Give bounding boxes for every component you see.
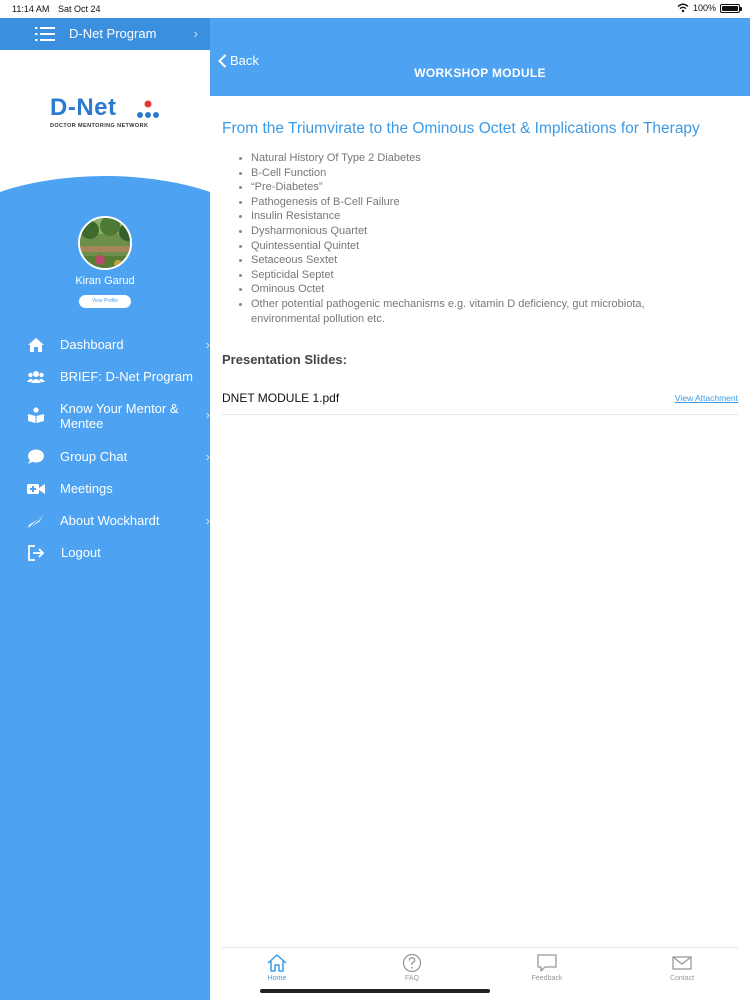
sidebar-item-label: Dashboard <box>60 337 124 352</box>
list-item: Pathogenesis of B-Cell Failure <box>251 195 691 210</box>
attachment-file-name: DNET MODULE 1.pdf <box>222 391 340 405</box>
list-item: B-Cell Function <box>251 166 691 181</box>
top-bar <box>210 18 750 96</box>
chevron-right-icon: › <box>193 26 198 41</box>
dnet-logo <box>50 96 170 134</box>
logo-dots-icon <box>136 100 160 120</box>
view-attachment-link[interactable]: View Attachment <box>674 393 738 403</box>
module-title: From the Triumvirate to the Ominous Octet & Implications for Therapy <box>222 120 700 137</box>
sidebar-item-meetings[interactable] <box>0 472 210 504</box>
list-item: Quintessential Quintet <box>251 239 691 254</box>
logo-tagline: DOCTOR MENTORING NETWORK <box>50 123 149 129</box>
sidebar-item-know-your-mentor[interactable] <box>0 392 210 440</box>
logout-icon <box>27 545 45 561</box>
tab-contact[interactable] <box>642 953 722 982</box>
sidebar-item-group-chat[interactable] <box>0 440 210 472</box>
page-title: WORKSHOP MODULE <box>414 66 546 80</box>
user-name: Kiran Garud <box>75 275 135 287</box>
sidebar-item-label: BRIEF: D-Net Program <box>60 369 193 384</box>
list-item: Ominous Octet <box>251 282 691 297</box>
logo-word: D-Net <box>50 94 117 121</box>
view-profile-button[interactable]: View Profile <box>79 295 131 308</box>
status-time: 11:14 AM <box>12 4 50 14</box>
sidebar-item-label: Know Your Mentor & Mentee <box>60 401 179 431</box>
tab-label: Home <box>267 975 287 982</box>
tab-home[interactable] <box>237 953 317 982</box>
status-right <box>677 3 740 13</box>
list-item: Dysharmonious Quartet <box>251 224 691 239</box>
status-date: Sat Oct 24 <box>58 4 101 14</box>
back-label: Back <box>230 53 259 68</box>
slides-heading: Presentation Slides: <box>222 352 347 367</box>
chevron-right-icon: › <box>205 407 210 422</box>
sidebar-item-dashboard[interactable] <box>0 328 210 360</box>
battery-percent: 100% <box>692 3 716 13</box>
users-icon <box>27 369 45 385</box>
sidebar-item-about-wockhardt[interactable] <box>0 504 210 536</box>
sidebar-item-logout[interactable] <box>0 536 210 568</box>
list-menu-icon[interactable] <box>35 27 55 41</box>
home-icon <box>266 953 288 973</box>
tab-label: Feedback <box>531 975 563 982</box>
sidebar-item-label: Meetings <box>60 481 113 496</box>
status-bar <box>0 0 750 18</box>
chat-icon <box>27 449 45 465</box>
envelope-icon <box>671 953 693 973</box>
list-item: Septicidal Septet <box>251 268 691 283</box>
sidebar-item-brief[interactable] <box>0 360 210 392</box>
speech-bubble-icon <box>536 953 558 973</box>
sidebar-item-label: Logout <box>61 545 101 560</box>
home-indicator <box>260 989 490 993</box>
home-icon <box>27 337 45 353</box>
sidebar-header-title: D-Net Program <box>69 26 157 41</box>
tab-label: FAQ <box>404 975 419 982</box>
battery-icon <box>720 4 740 13</box>
list-item: “Pre-Diabetes” <box>251 180 691 195</box>
tab-feedback[interactable] <box>507 953 587 982</box>
tab-faq[interactable] <box>372 953 452 982</box>
list-item: Setaceous Sextet <box>251 253 691 268</box>
chevron-right-icon: › <box>205 337 210 352</box>
attachment-row <box>222 382 738 415</box>
topic-list <box>251 151 691 326</box>
list-item: Insulin Resistance <box>251 209 691 224</box>
book-reader-icon <box>27 407 45 423</box>
list-item: Other potential pathogenic mechanisms e.g. vitamin D deficiency, gut microbiota, environmental pollution etc. <box>251 297 691 326</box>
video-plus-icon <box>27 481 45 497</box>
avatar[interactable] <box>78 216 132 270</box>
wockhardt-logo-icon <box>27 513 45 529</box>
sidebar-nav <box>0 328 210 568</box>
sidebar-header[interactable] <box>0 18 210 50</box>
tab-label: Contact <box>669 975 695 982</box>
sidebar <box>0 18 210 1000</box>
chevron-right-icon: › <box>205 449 210 464</box>
sidebar-item-label: Group Chat <box>60 449 128 464</box>
list-item: Natural History Of Type 2 Diabetes <box>251 151 691 166</box>
chevron-right-icon: › <box>205 513 210 528</box>
question-icon <box>401 953 423 973</box>
wifi-icon <box>677 3 689 13</box>
bottom-tab-bar <box>222 947 738 987</box>
sidebar-item-label: About Wockhardt <box>60 513 160 528</box>
